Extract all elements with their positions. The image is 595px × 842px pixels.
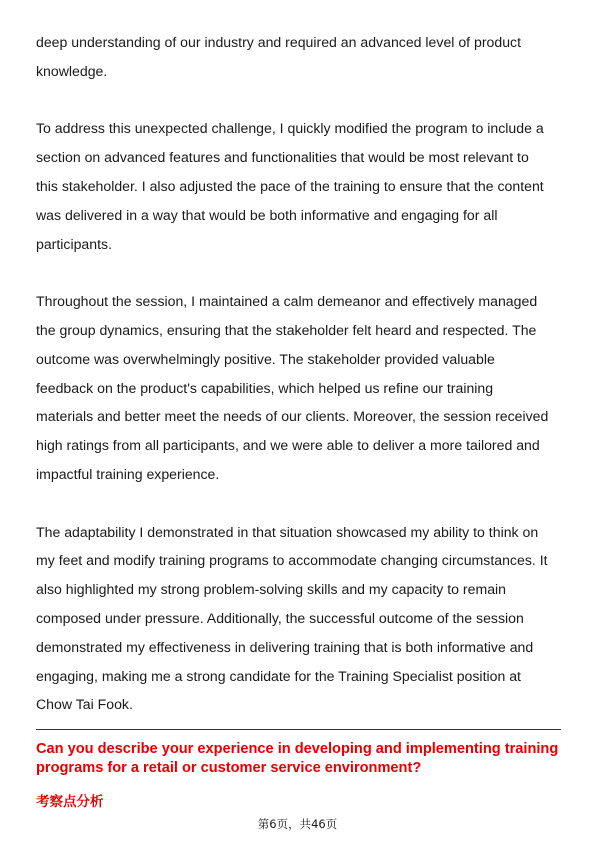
- paragraph-line: materials and better meet the needs of our clients. Moreover, the session received: [36, 408, 549, 425]
- body-paragraph-1: [36, 28, 561, 86]
- question-line: programs for a retail or customer service environment?: [36, 759, 422, 776]
- question-line: Can you describe your experience in developing and implementing training: [36, 741, 559, 758]
- page-indicator: 第6页，共46页: [257, 817, 338, 831]
- paragraph-line: knowledge.: [36, 62, 108, 79]
- paragraph-line: was delivered in a way that would be both informative and engaging for all: [36, 206, 498, 223]
- paragraph-line: engaging, making me a strong candidate for the Training Specialist position at: [36, 667, 521, 684]
- paragraph-line: demonstrated my effectiveness in delivering training that is both informative and: [36, 638, 534, 655]
- paragraph-gap: [36, 86, 561, 115]
- document-page: [36, 28, 561, 811]
- paragraph-line: To address this unexpected challenge, I quickly modified the program to include a: [36, 120, 544, 137]
- paragraph-line: Chow Tai Fook.: [36, 696, 133, 713]
- paragraph-line: deep understanding of our industry and required an advanced level of product: [36, 34, 522, 50]
- paragraph-line: outcome was overwhelmingly positive. The stakeholder provided valuable: [36, 350, 495, 367]
- paragraph-line: feedback on the product's capabilities, which helped us refine our training: [36, 379, 494, 396]
- question-heading: [36, 740, 561, 777]
- paragraph-line: my feet and modify training programs to accommodate changing circumstances. It: [36, 552, 548, 569]
- body-paragraph-2: [36, 114, 561, 258]
- paragraph-line: this stakeholder. I also adjusted the pace of the training to ensure that the content: [36, 177, 544, 194]
- body-paragraph-4: [36, 518, 561, 720]
- paragraph-line: The adaptability I demonstrated in that situation showcased my ability to think on: [36, 523, 539, 540]
- body-paragraph-3: [36, 287, 561, 489]
- paragraph-gap: [36, 258, 561, 287]
- paragraph-line: composed under pressure. Additionally, the successful outcome of the session: [36, 609, 524, 626]
- section-label: 考察点分析: [36, 794, 104, 811]
- paragraph-line: high ratings from all participants, and we were able to deliver a more tailored and: [36, 437, 540, 454]
- paragraph-line: the group dynamics, ensuring that the stakeholder felt heard and respected. The: [36, 321, 537, 338]
- paragraph-line: Throughout the session, I maintained a calm demeanor and effectively managed: [36, 293, 538, 310]
- paragraph-gap: [36, 489, 561, 518]
- paragraph-line: participants.: [36, 235, 112, 252]
- paragraph-line: impactful training experience.: [36, 465, 220, 482]
- horizontal-divider: [36, 729, 561, 730]
- paragraph-line: section on advanced features and functionalities that would be most relevant to: [36, 149, 529, 166]
- paragraph-line: also highlighted my strong problem-solving skills and my capacity to remain: [36, 581, 507, 598]
